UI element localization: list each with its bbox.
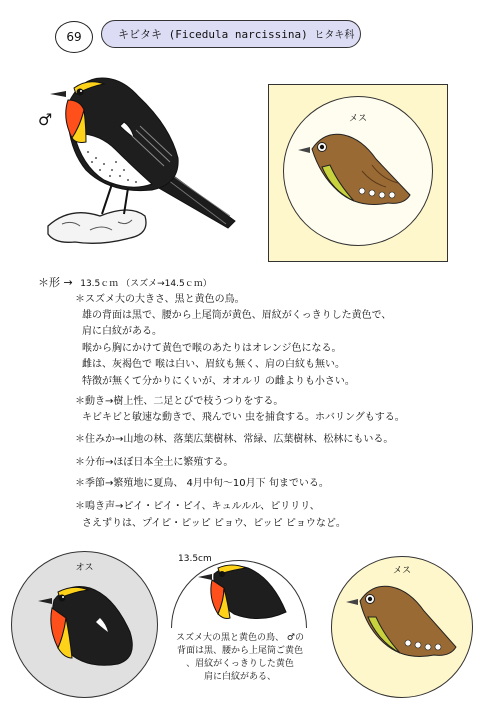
body-line-10: ＊季節→繁殖地に夏鳥、 4月中旬～10月下 旬までいる。 — [75, 478, 329, 489]
female-portrait-frame — [268, 84, 448, 262]
species-title — [101, 20, 361, 48]
caption-line-3: 肩に白紋がある、 — [203, 672, 276, 682]
body-line-1: 雄の背面は黒で、腰から上尾筒が黄色、眉紋がくっきりした黄色で、 — [82, 310, 392, 321]
male-bird-portrait-icon — [34, 578, 144, 678]
bottom-caption — [160, 632, 320, 684]
title-jp: キビタキ — [118, 28, 162, 41]
body-line-8: ＊住みか→山地の林、落葉広葉樹林、常緑、広葉樹林、松林にもいる。 — [75, 434, 394, 445]
female-bird-illustration — [292, 125, 422, 225]
size-row — [38, 275, 212, 292]
male-symbol-icon: ♂ — [38, 110, 53, 129]
body-line-11: ＊鳴き声→ピイ・ピイ・ピイ、キュルルル、ピリリリ、 — [75, 501, 320, 512]
body-line-0: ＊スズメ大の大きさ、黒と黄色の鳥。 — [75, 294, 245, 305]
body-line-9: ＊分布→ほぼ日本全土に繁殖する。 — [75, 457, 234, 468]
page-number-badge — [55, 21, 93, 53]
body-line-4: 雌は、灰褐色で 喉は白い、眉紋も無く、肩の白紋も無い。 — [82, 359, 345, 370]
size-heading: ＊形 → — [38, 276, 73, 289]
female-label-bottom: メス — [392, 566, 411, 576]
title-family: ヒタキ科 — [314, 30, 355, 41]
male-bird-size-icon — [190, 560, 300, 630]
body-line-5: 特徴が無くて分かりにくいが、オオルリ の雌よりも小さい。 — [82, 376, 355, 387]
body-line-6: ＊動き→樹上性、二足とびで枝うつりをする。 — [75, 396, 284, 407]
male-label: オス — [75, 563, 94, 573]
page-number: 69 — [66, 30, 82, 44]
female-label-top: メス — [348, 114, 367, 124]
male-bird-illustration — [40, 66, 250, 256]
size-value: 13.5ｃｍ （スズメ→14.5ｃｍ） — [80, 279, 212, 289]
female-portrait-circle-bottom — [331, 556, 473, 698]
body-line-2: 肩に白紋がある。 — [82, 326, 162, 337]
title-latin: (Ficedula narcissina) — [168, 28, 308, 41]
female-portrait-circle — [283, 96, 433, 246]
body-line-7: キビキビと敏速な動きで、飛んでい 虫を捕食する。ホバリングもする。 — [82, 412, 405, 423]
body-line-3: 喉から胸にかけて黄色で喉のあたりはオレンジ色になる。 — [82, 343, 342, 354]
caption-line-0: スズメ大の黒と黄色の鳥、 ♂の — [176, 633, 304, 643]
male-portrait-circle — [11, 551, 158, 698]
female-bird-portrait-icon — [342, 577, 467, 677]
caption-line-1: 背面は黒、腰から上尾筒ご黄色 — [176, 646, 303, 656]
body-line-12: さえずりは、プイピ・ピッピ ピョウ、ピッピ ピョウなど。 — [82, 518, 346, 529]
caption-line-2: 、眉紋がくっきりした黄色 — [186, 659, 294, 669]
size-label: 13.5cm — [178, 554, 212, 564]
